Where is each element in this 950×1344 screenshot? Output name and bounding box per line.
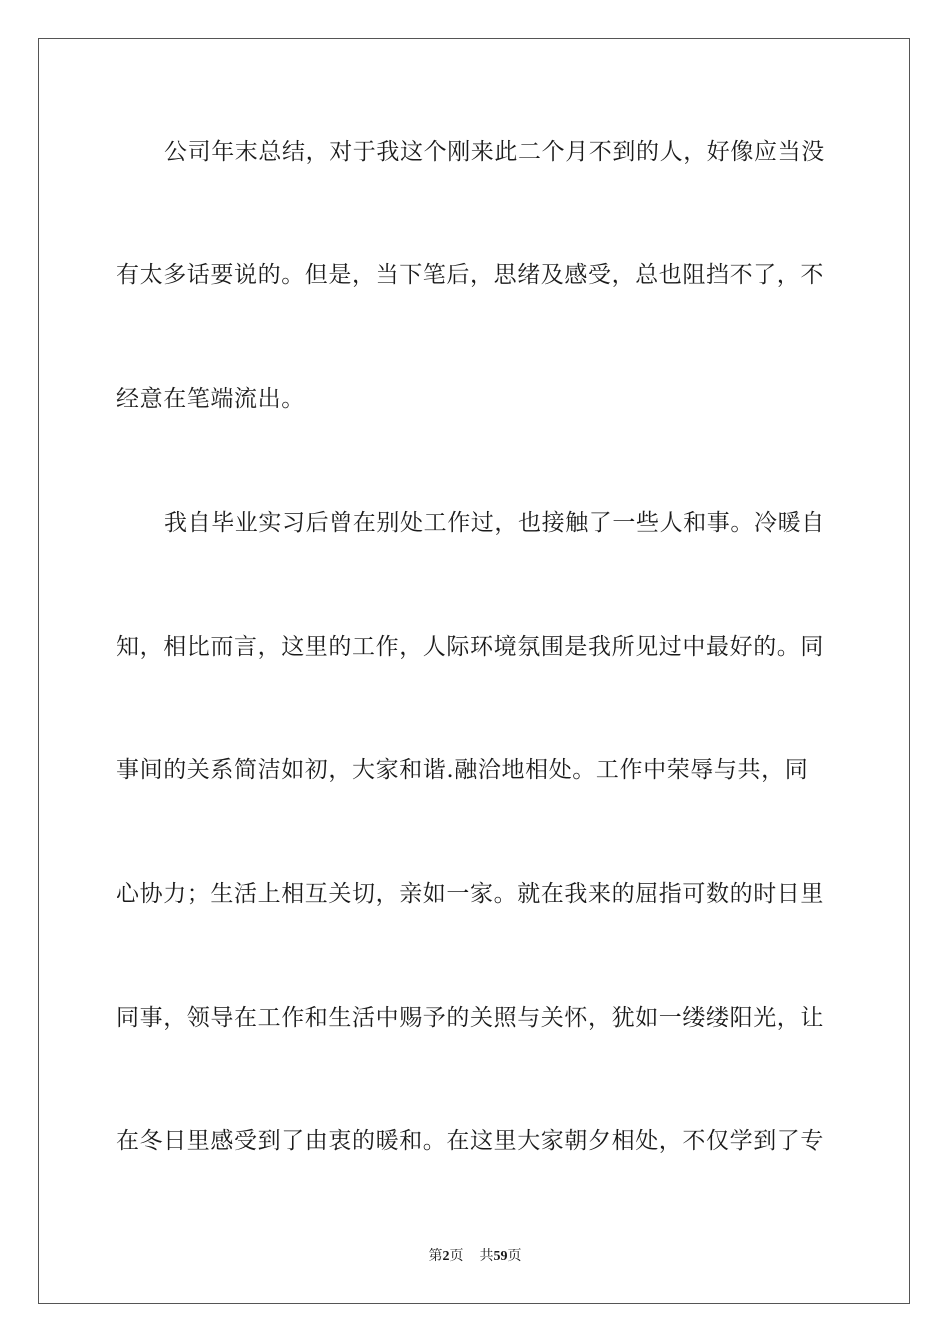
total-prefix: 共 <box>479 1248 494 1264</box>
page-suffix: 页 <box>449 1248 464 1264</box>
paragraph-2-line-6: 在冬日里感受到了由衷的暖和。在这里大家朝夕相处，不仅学到了专 <box>116 1128 824 1154</box>
page-prefix: 第 <box>428 1248 443 1264</box>
paragraph-2-line-2: 知，相比而言，这里的工作，人际环境氛围是我所见过中最好的。同 <box>116 634 824 660</box>
paragraph-2-line-3: 事间的关系简洁如初，大家和谐.融洽地相处。工作中荣辱与共，同 <box>116 757 809 783</box>
total-pages: 59 <box>493 1249 508 1264</box>
total-suffix: 页 <box>507 1248 522 1264</box>
paragraph-1-line-3: 经意在笔端流出。 <box>116 386 305 412</box>
paragraph-2-line-5: 同事，领导在工作和生活中赐予的关照与关怀，犹如一缕缕阳光，让 <box>116 1005 824 1031</box>
page-footer <box>0 1247 950 1266</box>
paragraph-1-line-1: 公司年末总结，对于我这个刚来此二个月不到的人，好像应当没 <box>164 139 825 165</box>
paragraph-2-line-1: 我自毕业实习后曾在别处工作过，也接触了一些人和事。冷暖自 <box>164 510 825 536</box>
paragraph-1-line-2: 有太多话要说的。但是，当下笔后，思绪及感受，总也阻挡不了，不 <box>116 262 824 288</box>
page-number: 2 <box>442 1249 450 1264</box>
page-border <box>38 38 910 1304</box>
paragraph-2-line-4: 心协力；生活上相互关切，亲如一家。就在我来的屈指可数的时日里 <box>116 881 824 907</box>
